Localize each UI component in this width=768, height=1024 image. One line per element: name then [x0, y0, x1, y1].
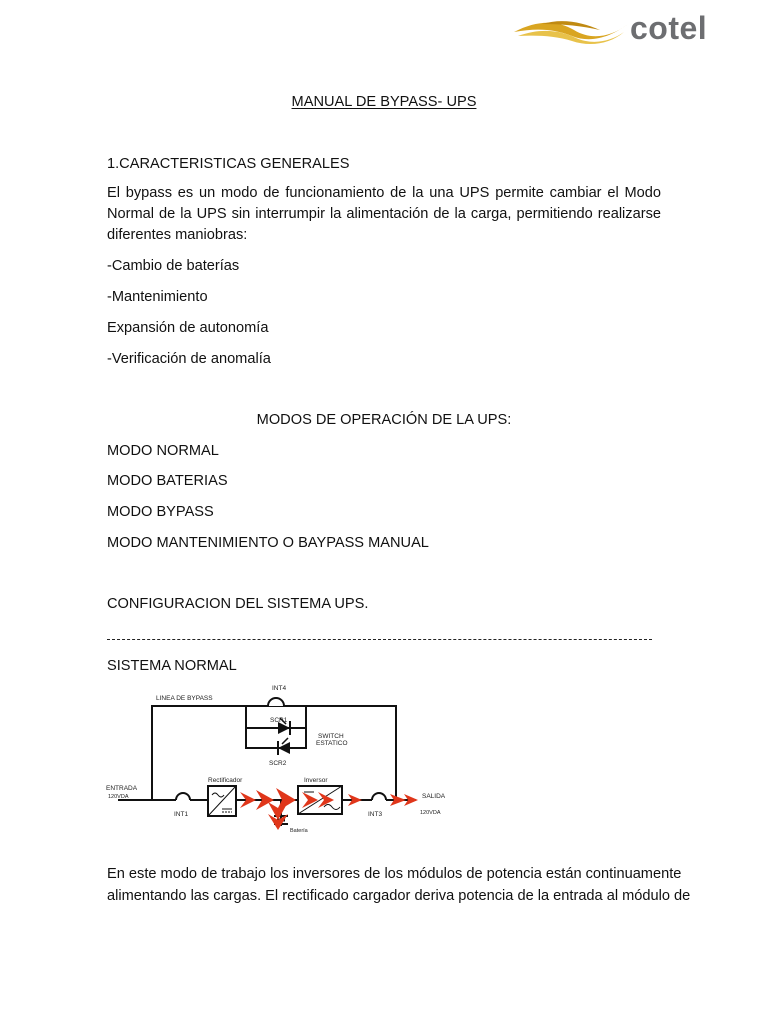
cotel-swoosh-icon [512, 16, 630, 46]
label-entrada-voltage: 120VDA [108, 794, 129, 800]
dashed-divider [107, 626, 652, 640]
section-heading-caracteristicas: 1.CARACTERISTICAS GENERALES [107, 156, 350, 172]
label-int4: INT4 [272, 685, 287, 692]
label-salida: SALIDA [422, 793, 446, 800]
bypass-wiring [118, 706, 416, 826]
label-scr1: SCR1 [270, 717, 288, 724]
intro-paragraph: El bypass es un modo de funcionamiento de la una UPS permite cambiar el Modo Normal de la UPS sin interrumpir la alimentación de la carga, permitiendo realizarse diferentes maniobras: [107, 185, 661, 243]
label-inversor: Inversor [304, 777, 328, 784]
closing-paragraph-line: alimentando las cargas. El rectificado cargador deriva potencia de la entrada al módulo de [107, 888, 691, 904]
int1-breaker-icon [176, 793, 190, 800]
label-int3: INT3 [368, 811, 383, 818]
label-int1: INT1 [174, 811, 189, 818]
label-rectificador: Rectificador [208, 777, 243, 784]
label-entrada: ENTRADA [106, 785, 138, 792]
label-scr2: SCR2 [269, 760, 287, 767]
maneuver-item: -Mantenimiento [107, 289, 208, 305]
mode-item: MODO BYPASS [107, 504, 214, 520]
label-linea-bypass: LINEA DE BYPASS [156, 695, 213, 702]
label-switch: SWITCH [318, 733, 344, 740]
maneuver-item: -Cambio de baterías [107, 258, 240, 274]
maneuver-item: -Verificación de anomalía [107, 351, 271, 367]
cotel-logo [512, 8, 744, 50]
document-title: MANUAL DE BYPASS- UPS [291, 94, 477, 110]
mode-item: MODO MANTENIMIENTO O BAYPASS MANUAL [107, 535, 429, 551]
int3-breaker-icon [372, 793, 386, 800]
label-estatico: ESTATICO [316, 740, 348, 747]
maneuver-item: Expansión de autonomía [107, 320, 269, 336]
logo-wordmark: cotel [630, 10, 708, 46]
normal-system-heading: SISTEMA NORMAL [107, 658, 237, 674]
modes-heading: MODOS DE OPERACIÓN DE LA UPS: [256, 412, 512, 428]
rectifier-block [208, 786, 236, 816]
closing-paragraph-line: En este modo de trabajo los inversores de los módulos de potencia están continuamente [107, 866, 682, 882]
config-heading: CONFIGURACION DEL SISTEMA UPS. [107, 596, 369, 612]
inverter-block [298, 786, 342, 814]
int4-breaker-icon [268, 698, 284, 706]
ups-normal-mode-diagram [100, 682, 460, 832]
label-bateria: Batería [290, 828, 308, 832]
mode-item: MODO BATERIAS [107, 473, 228, 489]
label-salida-voltage: 120VDA [420, 810, 441, 816]
mode-item: MODO NORMAL [107, 443, 219, 459]
scr2-thyristor-icon [278, 738, 290, 755]
